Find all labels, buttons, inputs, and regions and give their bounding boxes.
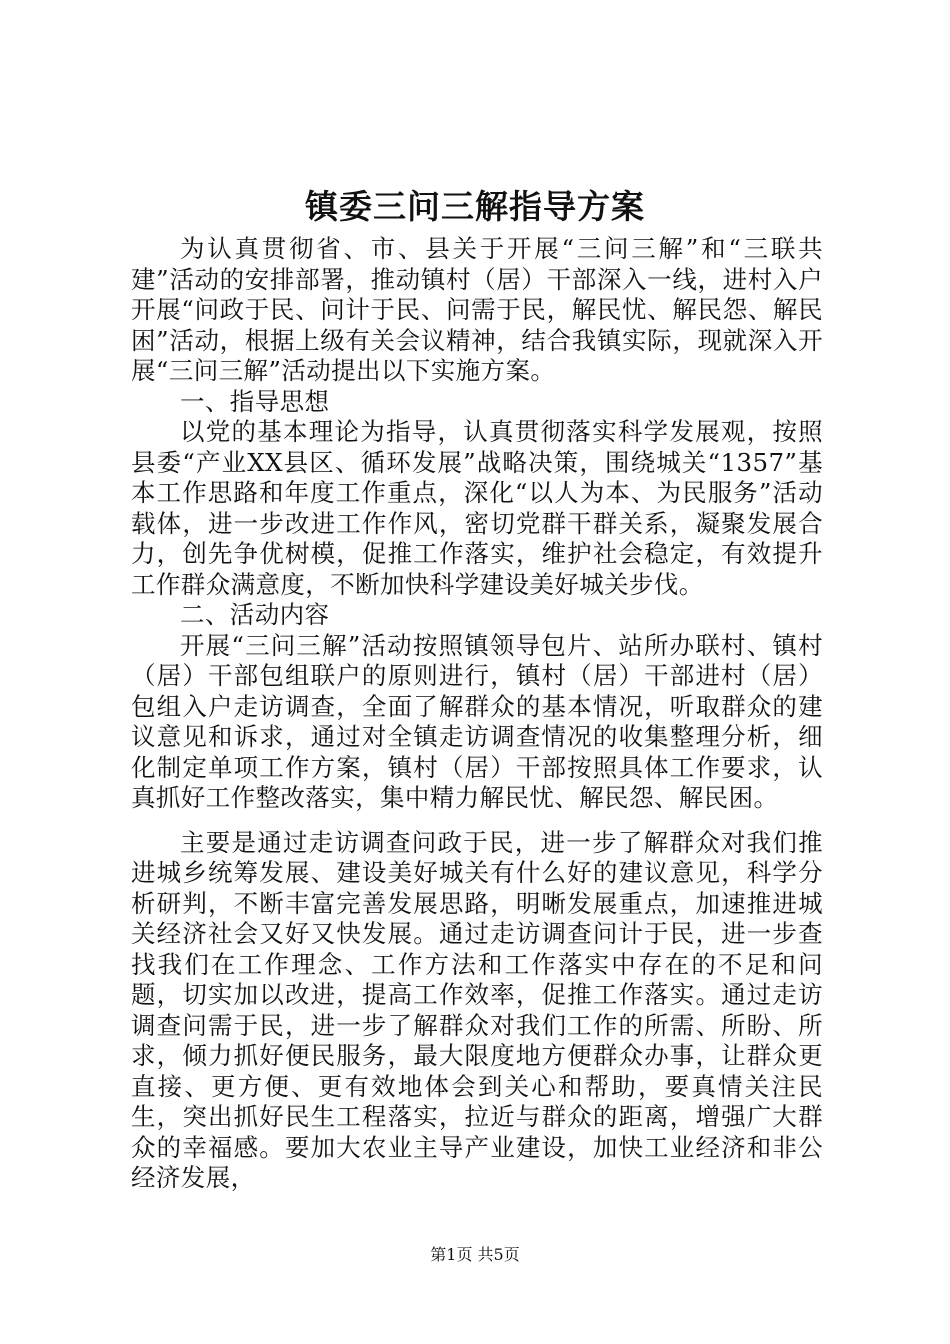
activity-content-paragraph: 开展“三问三解”活动按照镇领导包片、站所办联村、镇村（居）干部包组联户的原则进行，镇村（居）干部进村（居）包组入户走访调查，全面了解群众的基本情况，听取群众的建议意见和诉求，通过对全镇走访调查情况的收集整理分析，细化制定单项工作方案，镇村（居）干部按照具体工作要求，认真抓好工作整改落实，集中精力解民忧、解民怨、解民困。 <box>131 630 823 812</box>
page-footer: 第1页 共5页 <box>430 1245 520 1264</box>
section-heading-guiding-thought: 一、指导思想 <box>180 386 330 416</box>
main-content-paragraph: 主要是通过走访调查问政于民，进一步了解群众对我们推进城乡统筹发展、建设美好城关有什么好的建议意见，科学分析研判，不断丰富完善发展思路，明晰发展重点，加速推进城关经济社会又好又快发展。通过走访调查问计于民，进一步查找我们在工作理念、工作方法和工作落实中存在的不足和问题，切实加以改进，提高工作效率，促推工作落实。通过走访调查问需于民，进一步了解群众对我们工作的所需、所盼、所求，倾力抓好便民服务，最大限度地方便群众办事，让群众更直接、更方便、更有效地体会到关心和帮助，要真情关注民生，突出抓好民生工程落实，拉近与群众的距离，增强广大群众的幸福感。要加大农业主导产业建设，加快工业经济和非公经济发展， <box>131 827 823 1192</box>
page-title: 镇委三问三解指导方案 <box>305 187 645 226</box>
intro-paragraph: 为认真贯彻省、市、县关于开展“三问三解”和“三联共建”活动的安排部署，推动镇村（居）干部深入一线，进村入户开展“问政于民、问计于民、问需于民，解民忧、解民怨、解民困”活动，根据上级有关会议精神，结合我镇实际，现就深入开展“三问三解”活动提出以下实施方案。 <box>131 234 823 385</box>
guiding-thought-paragraph: 以党的基本理论为指导，认真贯彻落实科学发展观，按照县委“产业XX县区、循环发展”战略决策，围绕城关“1357”基本工作思路和年度工作重点，深化“以人为本、为民服务”活动载体，进一步改进工作作风，密切党群干群关系，凝聚发展合力，创先争优树模，促推工作落实，维护社会稳定，有效提升工作群众满意度，不断加快科学建设美好城关步伐。 <box>131 417 823 599</box>
document-body <box>131 234 823 1194</box>
section-heading-activity-content: 二、活动内容 <box>180 600 330 629</box>
